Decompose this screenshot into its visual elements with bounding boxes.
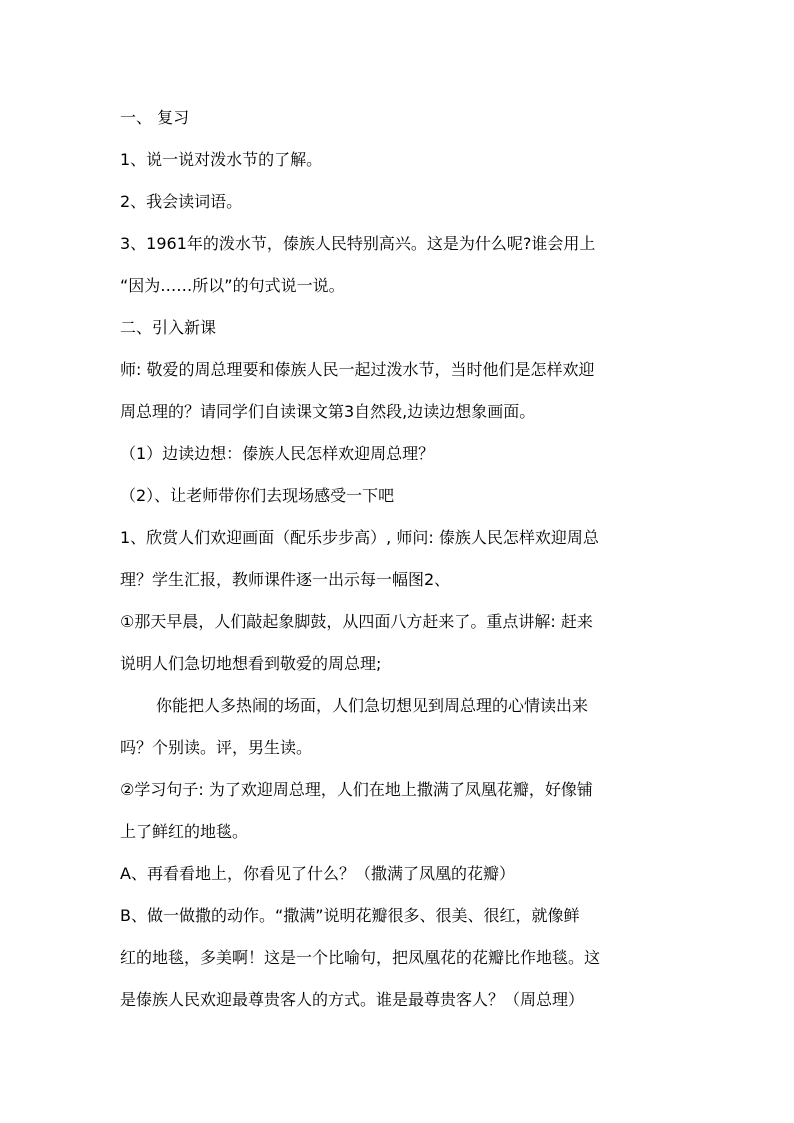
paragraph-line: 红的地毯，多美啊！这是一个比喻句，把凤凰花的花瓣比作地毯。这 — [120, 948, 601, 967]
paragraph-line: 2、我会读词语。 — [120, 192, 243, 211]
paragraph-line: “因为……所以”的句式说一说。 — [120, 276, 345, 295]
paragraph-line: 说明人们急切地想看到敬爱的周总理; — [120, 654, 382, 673]
paragraph-line: 理？学生汇报，教师课件逐一出示每一幅图2、 — [120, 570, 451, 589]
paragraph-line: 3、1961年的泼水节，傣族人民特别高兴。这是为什么呢?谁会用上 — [120, 234, 596, 253]
paragraph-line: 周总理的？请同学们自读课文第3自然段,边读边想象画面。 — [120, 402, 536, 421]
paragraph-line: ①那天早晨，人们敲起象脚鼓，从四面八方赶来了。重点讲解: 赶来 — [120, 612, 593, 631]
heading-review: 一、 复习 — [120, 108, 190, 127]
paragraph-line: 1、说一说对泼水节的了解。 — [120, 150, 323, 169]
paragraph-line: 吗？个别读。评，男生读。 — [120, 738, 313, 757]
paragraph-line: B、做一做撒的动作。“撒满”说明花瓣很多、很美、很红，就像鲜 — [120, 906, 580, 925]
paragraph-line: 师: 敬爱的周总理要和傣族人民一起过泼水节，当时他们是怎样欢迎 — [120, 360, 595, 379]
heading-new-lesson: 二、引入新课 — [120, 318, 217, 337]
paragraph-line: 是傣族人民欢迎最尊贵客人的方式。谁是最尊贵客人？（周总理） — [120, 990, 585, 1009]
paragraph-line: 1、欣赏人们欢迎画面（配乐步步高）, 师问: 傣族人民怎样欢迎周总 — [120, 528, 599, 547]
paragraph-line: （1）边读边想：傣族人民怎样欢迎周总理？ — [120, 444, 435, 463]
paragraph-line: ②学习句子: 为了欢迎周总理，人们在地上撒满了凤凰花瓣，好像铺 — [120, 780, 593, 799]
paragraph-line: A、再看看地上，你看见了什么？（撒满了凤凰的花瓣） — [120, 864, 515, 883]
paragraph-line-indented: 你能把人多热闹的场面，人们急切想见到周总理的心情读出来 — [156, 696, 589, 715]
paragraph-line: 上了鲜红的地毯。 — [120, 822, 249, 841]
paragraph-line: （2）、让老师带你们去现场感受一下吧 — [120, 486, 395, 505]
